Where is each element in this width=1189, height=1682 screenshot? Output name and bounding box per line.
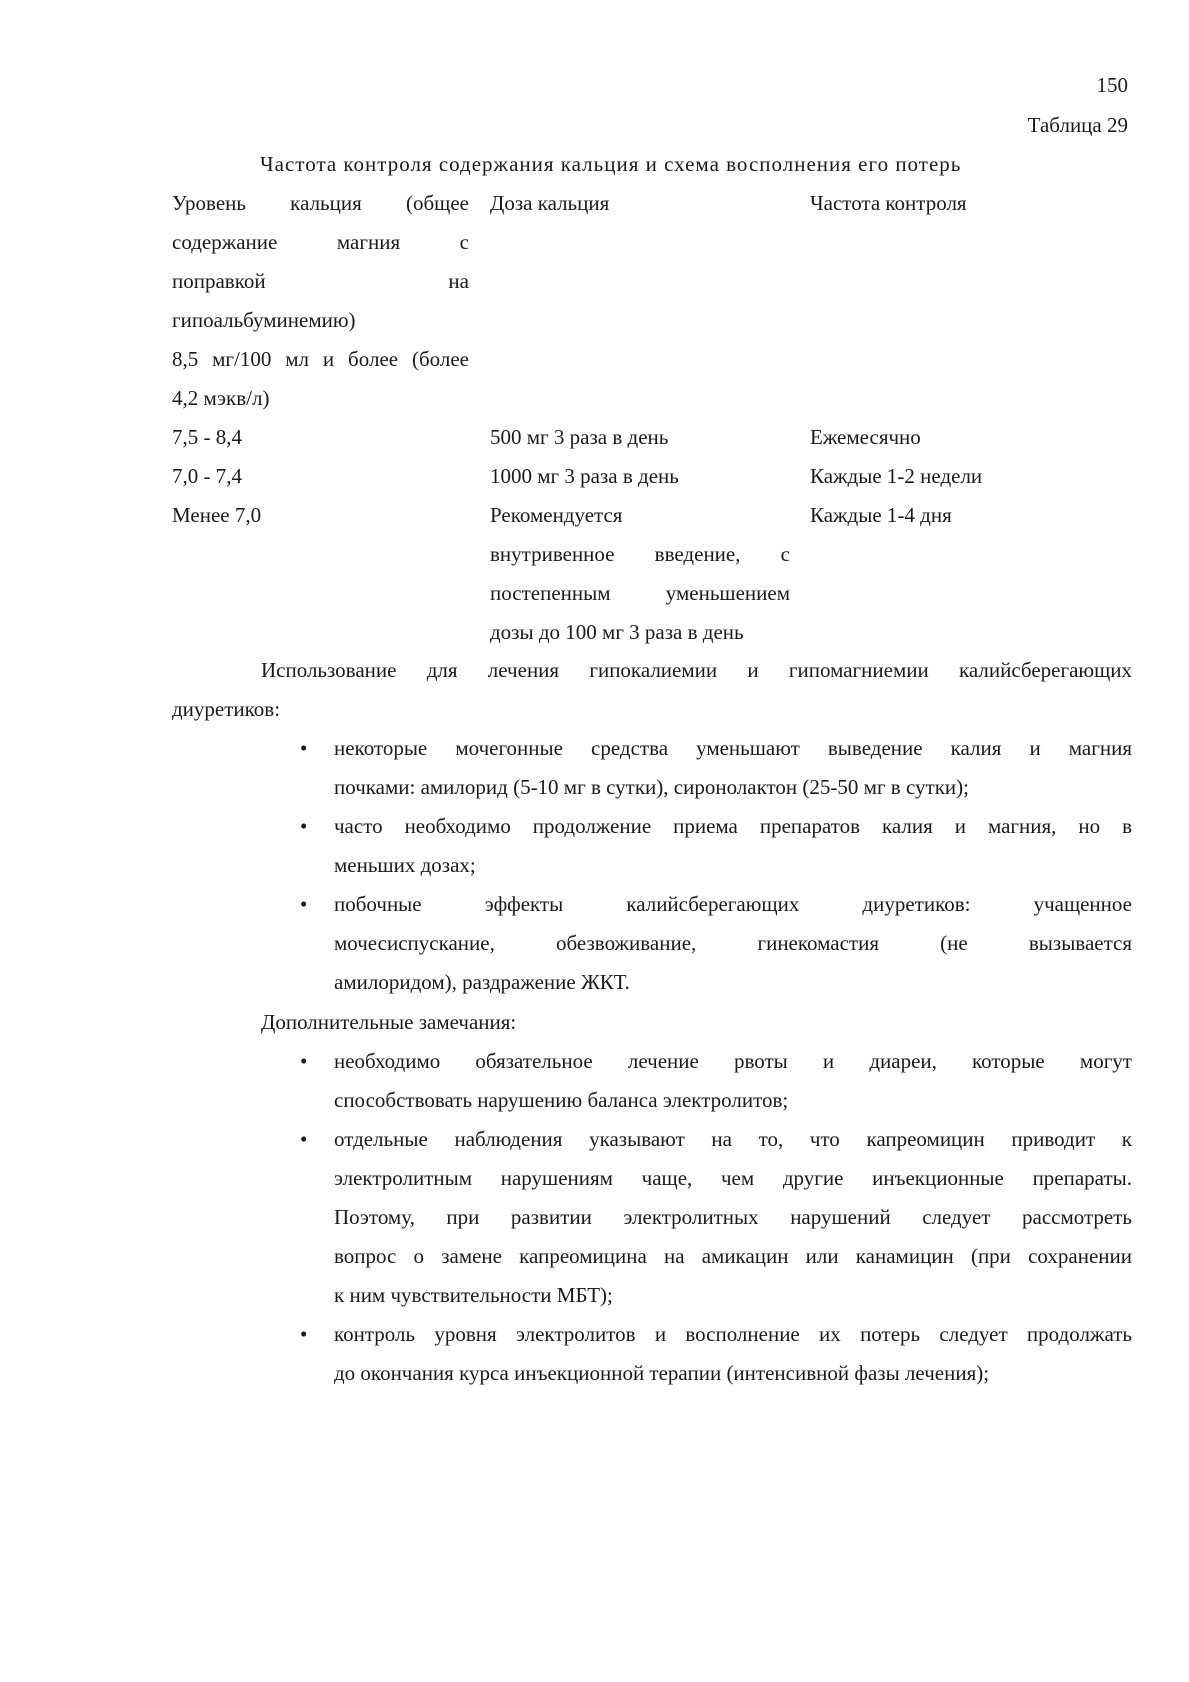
table-title: Частота контроля содержания кальция и схема восполнения его потерь [260,152,962,176]
bullet-icon: • [300,892,308,916]
header-line: гипоальбуминемию) [172,308,356,332]
additional-remarks-heading: Дополнительные замечания: [261,1010,517,1034]
cell-line: 500 мг 3 раза в день [490,425,669,449]
bullet-icon: • [300,814,308,838]
header-line: Уровень кальция (общее [172,191,469,215]
list-line: способствовать нарушению баланса электролитов; [334,1088,789,1112]
paragraph-diuretics [172,651,1132,729]
cell-line: 7,5 - 8,4 [172,425,242,449]
table-label: Таблица 29 [1027,113,1128,137]
table-cell-dose [490,457,790,496]
list-item [172,885,1132,1002]
list-line: почками: амилорид (5-10 мг в сутки), сиронолактон (25-50 мг в сутки); [334,775,969,799]
list-item [172,1042,1132,1120]
paragraph-line: Использование для лечения гипокалиемии и гипомагниемии калийсберегающих [261,658,1132,682]
cell-line: Менее 7,0 [172,503,262,527]
list-line: вопрос о замене капреомицина на амикацин или канамицин (при сохранении [334,1244,1132,1268]
cell-line: постепенным уменьшением [490,581,790,605]
table-cell-frequency: Ежемесячно [810,425,921,449]
list-item [172,807,1132,885]
list-line: побочные эффекты калийсберегающих диуретиков: учащенное [334,892,1132,916]
table-header-level [172,184,469,340]
list-line: часто необходимо продолжение приема препаратов калия и магния, но в [334,814,1132,838]
cell-line: 4,2 мэкв/л) [172,386,270,410]
cell-line: 7,0 - 7,4 [172,464,242,488]
bullet-icon: • [300,1322,308,1346]
list-line: отдельные наблюдения указывают на то, что капреомицин приводит к [334,1127,1132,1151]
table-cell-level [172,418,469,457]
paragraph-line: диуретиков: [172,697,281,721]
table-cell-dose [490,496,790,652]
table-cell-frequency: Каждые 1-2 недели [810,464,983,488]
table-cell-level [172,457,469,496]
cell-line: внутривенное введение, с [490,542,790,566]
list-line: электролитным нарушениям чаще, чем другие инъекционные препараты. [334,1166,1132,1190]
bullet-icon: • [300,1127,308,1151]
bullet-icon: • [300,1049,308,1073]
list-line: контроль уровня электролитов и восполнение их потерь следует продолжать [334,1322,1132,1346]
table-header-dose: Доза кальция [490,191,610,215]
cell-line: дозы до 100 мг 3 раза в день [490,620,744,644]
list-item [172,729,1132,807]
table-cell-level [172,340,469,418]
table-header-frequency: Частота контроля [810,191,967,215]
bullet-icon: • [300,736,308,760]
header-line: поправкой на [172,269,469,293]
list-line: меньших дозах; [334,853,476,877]
additional-bullet-list [172,1042,1132,1393]
list-line: Поэтому, при развитии электролитных нарушений следует рассмотреть [334,1205,1132,1229]
list-line: к ним чувствительности МБТ); [334,1283,613,1307]
table-cell-level [172,496,469,535]
header-line: содержание магния с [172,230,469,254]
page-number: 150 [1096,73,1128,97]
cell-line: Рекомендуется [490,503,623,527]
table-cell-dose [490,418,790,457]
list-item [172,1315,1132,1393]
list-line: необходимо обязательное лечение рвоты и диареи, которые могут [334,1049,1132,1073]
list-line: некоторые мочегонные средства уменьшают выведение калия и магния [334,736,1132,760]
cell-line: 1000 мг 3 раза в день [490,464,679,488]
cell-line: 8,5 мг/100 мл и более (более [172,347,469,371]
table-cell-frequency: Каждые 1-4 дня [810,503,952,527]
list-line: до окончания курса инъекционной терапии (интенсивной фазы лечения); [334,1361,990,1385]
diuretics-bullet-list [172,729,1132,1002]
list-item [172,1120,1132,1315]
list-line: мочесиспускание, обезвоживание, гинекомастия (не вызывается [334,931,1132,955]
list-line: амилоридом), раздражение ЖКТ. [334,970,630,994]
